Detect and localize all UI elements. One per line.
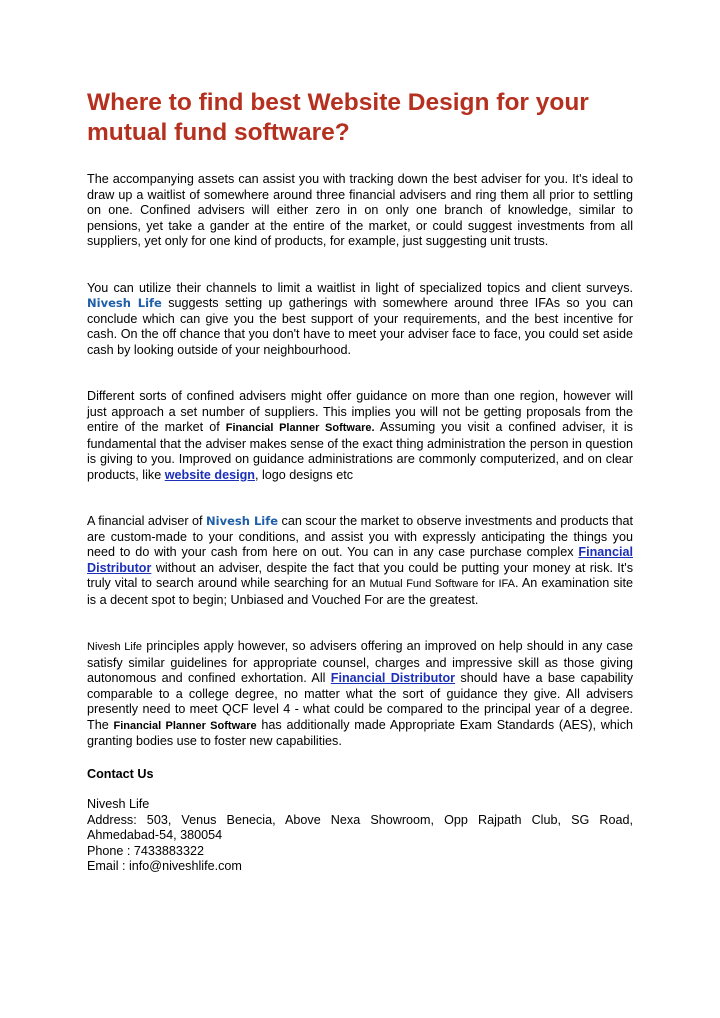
- contact-block: [87, 797, 633, 875]
- paragraph-4-text-a: A financial adviser of: [87, 514, 203, 528]
- paragraph-5: [87, 639, 633, 750]
- contact-phone: Phone : 7433883322: [87, 843, 204, 858]
- mutual-fund-software-text: Mutual Fund Software for IFA: [369, 578, 515, 590]
- paragraph-3-text-b: Assuming you visit a confined adviser, it is fundamental that the adviser makes sense of the exact thing administration the person in question is giving to you. Improved on guidance administrations are commonly computerized, and on clear products, like: [87, 420, 633, 482]
- nivesh-life-link[interactable]: Nivesh Life: [206, 514, 279, 528]
- contact-email[interactable]: Email : info@niveshlife.com: [87, 859, 242, 873]
- contact-address: Address: 503, Venus Benecia, Above Nexa Showroom, Opp Rajpath Club, SG Road, Ahmedabad-54, 380054: [87, 812, 633, 842]
- contact-heading: Contact Us: [87, 766, 154, 781]
- paragraph-3-text-a: Different sorts of confined advisers might offer guidance on more than one region, however will just approach a set number of suppliers. This implies you will not be getting proposals from the entire of the market of: [87, 389, 633, 434]
- paragraph-2: [87, 281, 633, 359]
- financial-distributor-link[interactable]: Financial Distributor: [87, 545, 634, 575]
- financial-distributor-link[interactable]: Financial Distributor: [330, 671, 456, 685]
- paragraph-3-text-c: , logo designs etc: [254, 467, 353, 482]
- paragraph-4-text-d: . An examination site is a decent spot to begin; Unbiased and Vouched For are the greatest.: [87, 576, 633, 607]
- paragraph-5-text-b: should have a base capability comparable to a college degree, no matter what the sort of guidance they give. All advisers presently need to meet QCF level 4 - what could be compared to the principal year of a degree. The: [87, 671, 634, 732]
- contact-name: Nivesh Life: [87, 797, 150, 811]
- paragraph-5-text-c: has additionally made Appropriate Exam Standards (AES), which granting bodies use to foster new capabilities.: [87, 717, 633, 748]
- paragraph-1: The accompanying assets can assist you with tracking down the best adviser for you. It's ideal to draw up a waitlist of somewhere around three financial advisers and ring them all prior to settling on one. Confined advisers will either zero in on only one branch of knowledge, similar to pensions, yet take a gander at the entire of the market, or could suggest investments from all suppliers, yet only for one kind of products, for example, just suggesting unit trusts.: [87, 172, 633, 248]
- paragraph-4-text-b: can scour the market to observe investments and products that are custom-made to your conditions, and assist you with expressly anticipating the things you need to do with your cash from here on out. You can in any case purchase complex: [87, 514, 634, 559]
- page-title: Where to find best Website Design for your mutual fund software?: [87, 89, 589, 146]
- paragraph-3: [87, 389, 633, 483]
- nivesh-life-text: Nivesh Life: [87, 641, 143, 653]
- paragraph-4-text-c: without an adviser, despite the fact that you could be putting your money at risk. It's truly vital to search around while searching for an: [87, 560, 633, 590]
- paragraph-2-text-a: You can utilize their channels to limit a waitlist in light of specialized topics and client surveys.: [87, 280, 633, 295]
- financial-planner-software-text: Financial Planner Software.: [225, 422, 375, 434]
- paragraph-5-text-a: principles apply however, so advisers offering an improved on help should in any case satisfy similar guidelines for appropriate counsel, charges and impressive skill as those giving autonomous and confined exhortation. All: [87, 639, 633, 685]
- nivesh-life-link[interactable]: Nivesh Life: [87, 296, 162, 310]
- financial-planner-software-text: Financial Planner Software: [113, 719, 257, 732]
- paragraph-2-text-b: suggests setting up gatherings with somewhere around three IFAs so you can conclude which can give you the best support of your requirements, and the best incentive for cash. On the off chance that you don't have to meet your adviser face to face, you could set aside cash by looking outside of your neighbourhood.: [87, 296, 633, 357]
- paragraph-4: [87, 514, 633, 608]
- website-design-link[interactable]: website design: [164, 467, 255, 482]
